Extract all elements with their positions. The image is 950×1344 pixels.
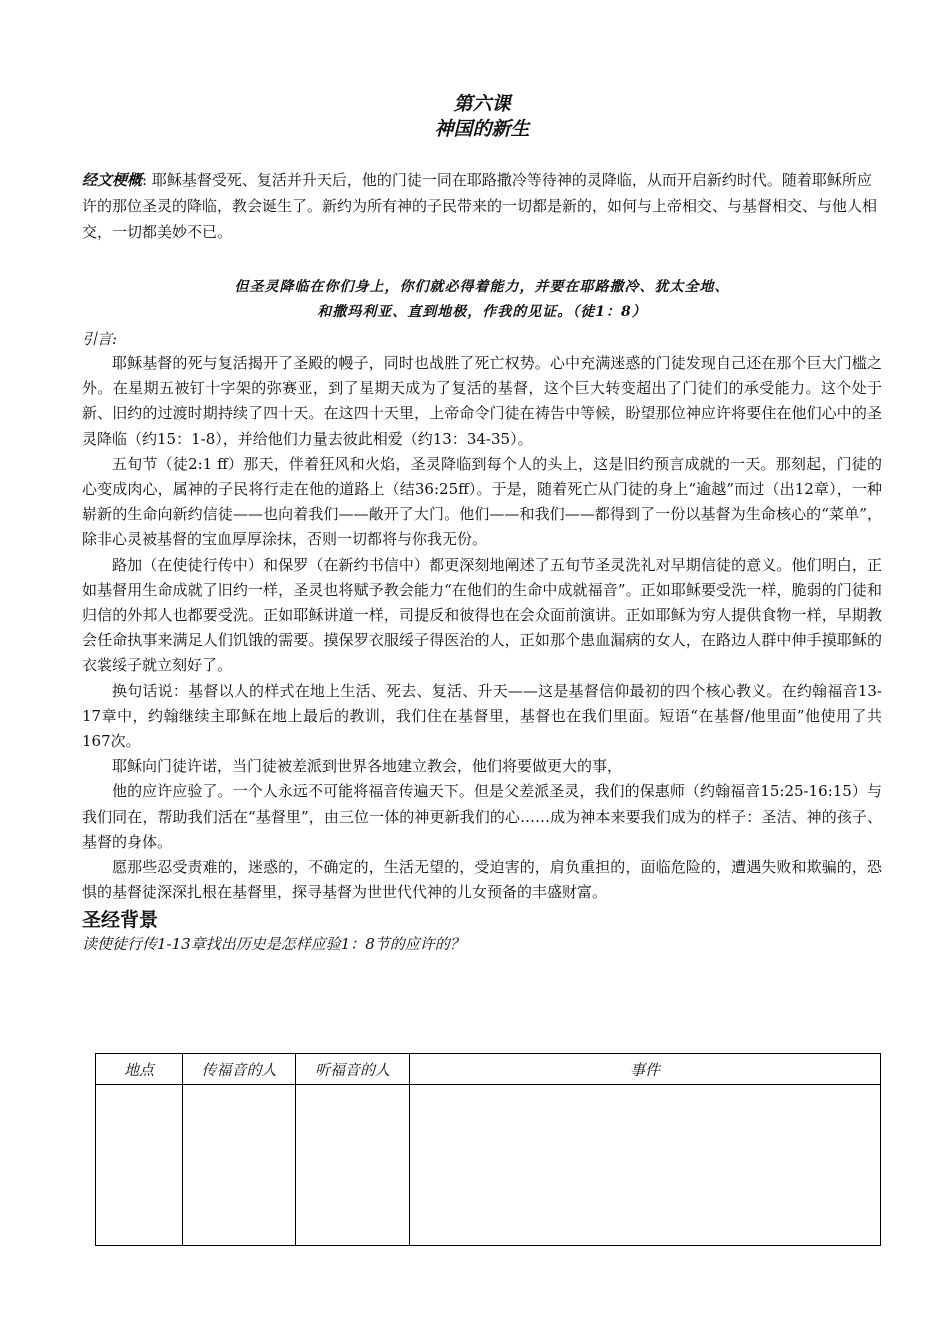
intro-paragraph: 愿那些忍受责难的，迷惑的，不确定的，生活无望的，受迫害的，肩负重担的，面临危险的，遭遇失败和欺骗的，恐惧的基督徒深深扎根在基督里，探寻基督为世世代代神的儿女预备的丰盛财富。	[82, 858, 882, 902]
table-header-row	[96, 1054, 881, 1085]
column-header-listener: 听福音的人	[296, 1054, 410, 1085]
intro-paragraph: 换句话说：基督以人的样式在地上生活、死去、复活、升天——这是基督信仰最初的四个核心教义。在约翰福音13-17章中，约翰继续主耶稣在地上最后的教训，我们住在基督里，基督也在我们里面。短语“在基督/他里面”他使用了共167次。	[82, 681, 882, 751]
location-cell[interactable]	[96, 1085, 183, 1246]
acts-worksheet-table	[95, 1053, 881, 1246]
column-header-event: 事件	[410, 1054, 881, 1085]
memory-verse-line-2: 和撒玛利亚、直到地极，作我的见证。（徒1：8）	[317, 304, 647, 320]
intro-paragraph: 路加（在使徒行传中）和保罗（在新约书信中）都更深刻地阐述了五旬节圣灵洗礼对早期信徒的意义。他们明白，正如基督用生命成就了旧约一样，圣灵也将赋予教会能力“在他们的生命中成就福音”。正如耶稣要受洗一样，脆弱的门徒和归信的外邦人也都要受洗。正如耶稣讲道一样，司提反和彼得也在会众面前演讲。正如耶稣为穷人提供食物一样，早期教会任命执事来满足人们饥饿的需要。摸保罗衣服绥子得医治的人，正如那个患血漏病的女人，在路边人群中伸手摸耶稣的衣裳绥子就立刻好了。	[82, 555, 882, 675]
memory-verse-line-1: 但圣灵降临在你们身上，你们就必得着能力，并要在耶路撒冷、犹太全地、	[234, 279, 730, 295]
scripture-summary	[82, 167, 882, 245]
intro-label: 引言:	[82, 330, 118, 348]
memory-verse	[82, 275, 882, 325]
event-cell[interactable]	[410, 1085, 881, 1246]
intro-paragraph: 五旬节（徒2:1 ff）那天，伴着狂风和火焰，圣灵降临到每个人的头上，这是旧约预言成就的一天。那刻起，门徒的心变成肉心，属神的子民将行走在他的道路上（结36:25ff）。于是，随着死亡从门徒的身上“逾越”而过（出12章），一种崭新的生命向新约信徒——也向着我们——敞开了大门。他们——和我们——都得到了一份以基督为生命核心的“菜单”，除非心灵被基督的宝血厚厚涂抹，否则一切都将与你我无份。	[82, 454, 882, 549]
bible-background-heading: 圣经背景	[82, 909, 159, 932]
column-header-evangelist: 传福音的人	[183, 1054, 296, 1085]
bible-background-question: 读使徒行传1-13章找出历史是怎样应验1：8节的应许的？	[82, 935, 465, 954]
listener-cell[interactable]	[296, 1085, 410, 1246]
table-row	[96, 1085, 881, 1246]
intro-body	[82, 351, 882, 905]
intro-paragraph: 耶稣基督的死与复活揭开了圣殿的幔子，同时也战胜了死亡权势。心中充满迷惑的门徒发现自己还在那个巨大门槛之外。在星期五被钉十字架的弥赛亚，到了星期天成为了复活的基督，这个巨大转变超出了门徒们的承受能力。这个处于新、旧约的过渡时期持续了四十天。在这四十天里，上帝命令门徒在祷告中等候，盼望那位神应许将要住在他们心中的圣灵降临（约15：1-8），并给他们力量去彼此相爱（约13：34-35）。	[82, 354, 882, 448]
lesson-title: 神国的新生	[434, 118, 530, 140]
evangelist-cell[interactable]	[183, 1085, 296, 1246]
column-header-location: 地点	[96, 1054, 183, 1085]
intro-paragraph: 耶稣向门徒许诺，当门徒被差派到世界各地建立教会，他们将要做更大的事，	[112, 757, 623, 776]
summary-text: : 耶稣基督受死、复活并升天后，他的门徒一同在耶路撒冷等待神的灵降临，从而开启新约时代。随着耶稣所应许的那位圣灵的降临，教会诞生了。新约为所有神的子民带来的一切都是新的，如何与上帝相交、与基督相交、与他人相交，一切都美妙不已。	[82, 171, 878, 241]
summary-label: 经文梗概	[82, 171, 143, 189]
lesson-number: 第六课	[453, 93, 511, 115]
intro-paragraph: 他的应许应验了。一个人永远不可能将福音传遍天下。但是父差派圣灵，我们的保惠师（约翰福音15:25-16:15）与我们同在，帮助我们活在“基督里”，由三位一体的神更新我们的心……成为神本来要我们成为的样子：圣洁、神的孩子、基督的身体。	[82, 782, 882, 851]
lesson-page	[82, 92, 882, 955]
